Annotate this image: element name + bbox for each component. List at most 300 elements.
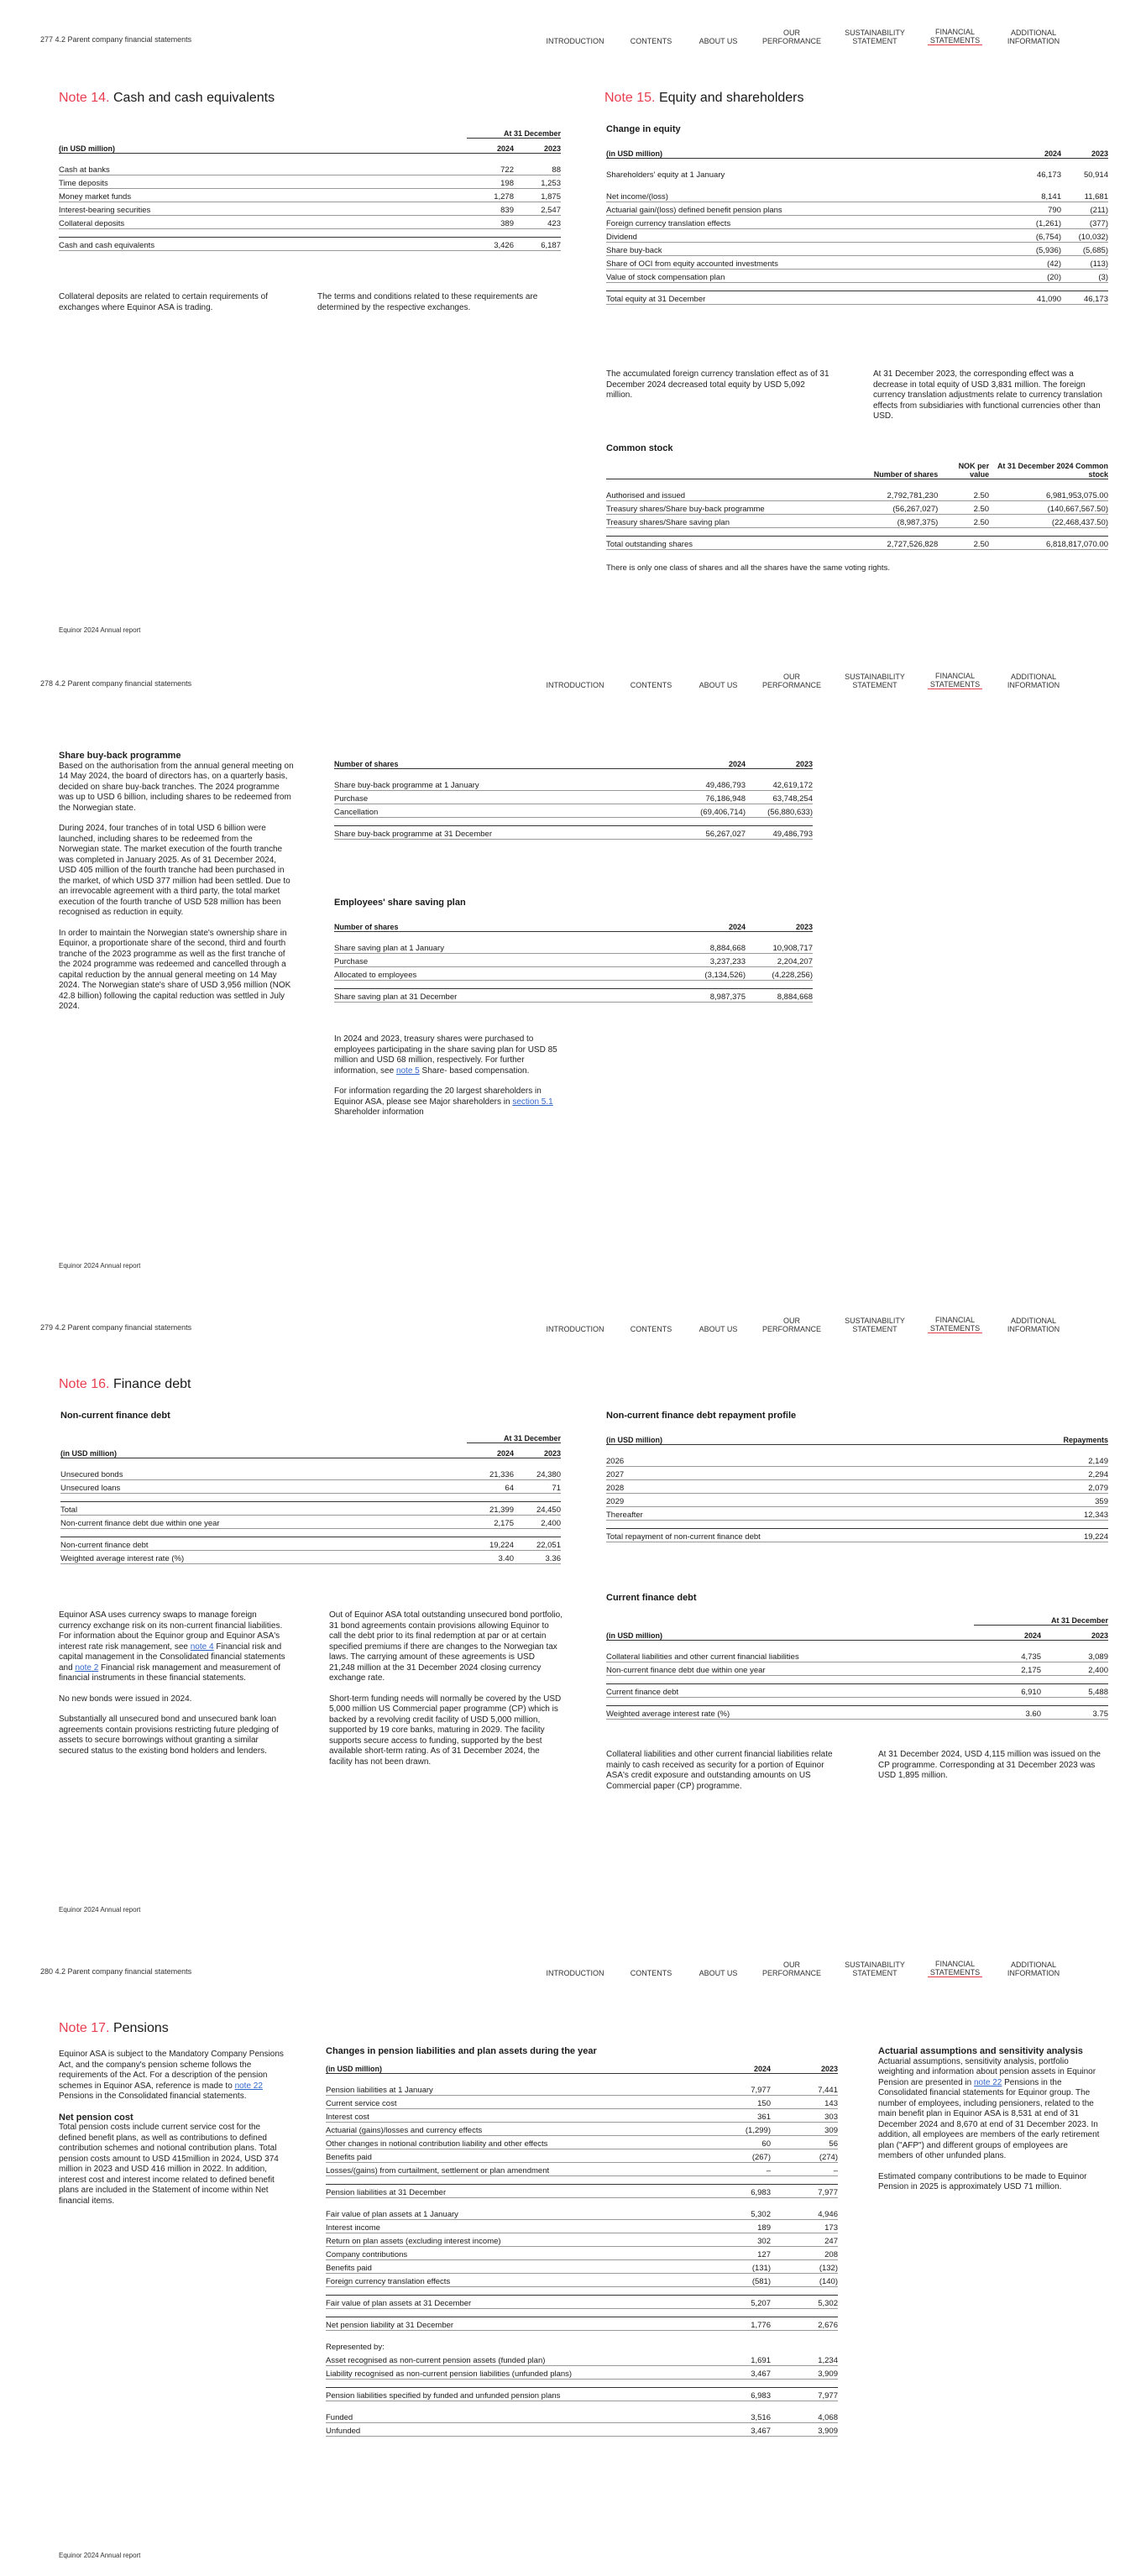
table-row [334,940,813,953]
page-header [0,644,1146,696]
nav-additional-information[interactable]: ADDITIONAL INFORMATION [1007,673,1060,689]
row-value: (5,936) [1014,242,1061,255]
row-label: Represented by: [326,2343,385,2352]
row-value: 76,186,948 [678,790,746,804]
row-value: – [771,2162,838,2175]
page-280 [0,1932,1146,2576]
table-row [606,269,1108,282]
footer: Equinor 2024 Annual report [59,2552,141,2559]
row-value: 2.50 [938,488,989,501]
row-value: 7,977 [771,2184,838,2197]
row-label: Thereafter [606,1506,1041,1520]
row-label: Share buy-back programme at 1 January [334,777,678,790]
row-value: 21,399 [467,1501,514,1515]
row-value: 2,149 [1041,1453,1108,1466]
row-value: 49,486,793 [678,777,746,790]
row-value: (20) [1014,269,1061,282]
row-value: (6,754) [1014,228,1061,242]
table-row [606,1506,1108,1520]
row-value: 189 [704,2219,771,2233]
row-value: 2,204,207 [746,953,813,966]
table-row [326,2162,838,2175]
table-row [326,2387,838,2401]
row-value: 2,294 [1041,1466,1108,1479]
row-value: 6,983 [704,2387,771,2401]
row-label: Net income/(loss) [606,188,1014,202]
row-value: 3.75 [1041,1705,1108,1719]
row-value: (211) [1061,202,1108,215]
nav-about-us[interactable]: ABOUT US [699,1325,738,1333]
row-value: 6,981,953,075.00 [989,488,1108,501]
non-current-debt-title: Non-current finance debt [60,1411,170,1421]
row-value: 2,792,781,230 [845,488,938,501]
row-value: 46,173 [1061,291,1108,304]
page-number: 278 4.2 Parent company financial statements [40,679,192,688]
table-row [606,166,1108,180]
row-value: 208 [771,2246,838,2259]
row-value: 3,089 [1041,1648,1108,1662]
row-label: Pension liabilities specified by funded and unfunded pension plans [326,2387,704,2401]
row-value: (56,880,633) [746,804,813,817]
row-value: 309 [771,2122,838,2135]
nav-introduction[interactable]: INTRODUCTION [546,681,604,689]
equity-table: Change in equity (in USD million) 2024 2023 Shareholders' equity at 1 January 46,173 50,914 Net income/(loss) 8,141 11,681 Actuarial gain/(loss) defined benefit pension plans 790 (211) Foreign currency translation effects (1,261) (377) Dividend (6,754) (10,032) Share buy-back (5,936) (5,685) Share of OCI from equity accounted investments (42) (113) Value of stock compensation plan (20) (3) Total equity at 31 December 41,090 46,173 [606,124,1108,304]
nav-sustainability-statement[interactable]: SUSTAINABILITY STATEMENT [845,1961,905,1977]
row-value: 4,735 [974,1648,1041,1662]
table-row [326,2219,838,2233]
footer: Equinor 2024 Annual report [59,626,141,634]
table-row [326,2081,838,2095]
row-label: Return on plan assets (excluding interest income) [326,2233,704,2246]
table-row [326,2135,838,2149]
table-row [326,2317,838,2330]
row-value: 46,173 [1036,170,1061,180]
row-label: Total repayment of non-current finance debt [606,1528,1041,1542]
row-value: (22,468,437.50) [989,515,1108,528]
pensions-text-left: Equinor ASA is subject to the Mandatory Company Pensions Act, and the company's pension scheme follows the requirements of the Act. For a description of the pension schemes in Equinor ASA, reference is made to note 22 Pensions in the Consolidated financial statements. Net pension cost Total pension costs include current service cost for the defined benefit plans, as well as contributions to defined contribution schemes and notional contribution plans. Total pension costs amount to USD 415million in 2024, USD 374 million in 2023 and USD 416 million in 2022. In addition, interest cost and interest income related to defined benefit plans are included in the Statement of income within Net financial items. [59,2050,284,2206]
top-nav [546,1312,1117,1337]
table-row [606,1479,1108,1493]
row-label: 2028 [606,1479,1041,1493]
table-row [326,2352,838,2365]
note-17-heading: Note 17. Pensions [59,2021,169,2035]
row-label: Other changes in notional contribution liability and other effects [326,2135,704,2149]
nav-introduction[interactable]: INTRODUCTION [546,37,604,45]
row-label: Purchase [334,790,678,804]
share-buyback-table: Number of shares 2024 2023 Share buy-back programme at 1 January 49,486,793 42,619,172 Purchase 76,186,948 63,748,254 Cancellation (69,406,714) (56,880,633) Share buy-back programme at 31 December 56,267,027 49,486,793 [334,753,813,840]
table-row [59,161,561,175]
table-row [326,2365,838,2379]
table-row [326,2206,838,2219]
row-value: 173 [771,2219,838,2233]
row-label: Weighted average interest rate (%) [60,1550,467,1563]
share-buyback-title: Share buy-back programme [59,751,181,761]
row-value: 12,343 [1041,1506,1108,1520]
table-row [326,2273,838,2286]
table-row [326,2295,838,2308]
row-value: (5,685) [1061,242,1108,255]
note-5-link[interactable]: note 5 [395,1065,420,1076]
row-label: Benefits paid [326,2149,704,2162]
table-row [606,1648,1108,1662]
table-row [59,202,561,215]
page-header [0,1288,1146,1340]
row-value: (267) [704,2149,771,2162]
row-value: 5,488 [1041,1683,1108,1697]
row-value: 60 [704,2135,771,2149]
row-value: 5,207 [704,2295,771,2308]
nav-sustainability-statement[interactable]: SUSTAINABILITY STATEMENT [845,29,905,45]
row-value: 2.50 [938,501,989,515]
row-label: Share saving plan at 1 January [334,940,678,953]
table-row [334,988,813,1002]
row-label: Allocated to employees [334,966,678,980]
row-label: Weighted average interest rate (%) [606,1705,974,1719]
row-value: 6,910 [974,1683,1041,1697]
row-label: Interest income [326,2219,704,2233]
finance-debt-text-left: Equinor ASA uses currency swaps to manage foreign currency exchange risk on its non-current financial liabilities. For information about the Equinor group and Equinor ASA's interest rate risk management, see note 4 Financial risk and capital management in the Consolidated financial statements and note 2 Financial risk management and measurement of financial instruments in these financial statements. No new bonds were issued in 2024. Substantially all unsecured bond and unsecured bank loan agreements contain provisions restricting future pledging of assets to secure borrowings without granting a similar secured status to the existing bond holders and lenders. [59,1610,285,1756]
row-value: 302 [704,2233,771,2246]
row-label: Purchase [334,953,678,966]
current-debt-title: Current finance debt [606,1593,697,1603]
row-label: Net pension liability at 31 December [326,2317,704,2330]
current-debt-text-2: At 31 December 2024, USD 4,115 million was issued on the CP programme. Corresponding at 31 December 2023 was USD 1,895 million. [878,1750,1101,1780]
table-row [606,242,1108,255]
row-value: – [704,2162,771,2175]
row-label: 2029 [606,1493,1041,1506]
row-label: Benefits paid [326,2259,704,2273]
row-value: 88 [514,161,561,175]
row-label: Company contributions [326,2246,704,2259]
page-number: 280 4.2 Parent company financial statements [40,1967,192,1976]
row-value: 2,400 [1041,1662,1108,1675]
row-value: 3,467 [704,2422,771,2436]
table-row [59,188,561,202]
nav-financial-statements[interactable]: FINANCIAL STATEMENTS [928,28,982,45]
row-label: Total outstanding shares [606,537,845,550]
row-label: Current finance debt [606,1683,974,1697]
row-value: 3.60 [974,1705,1041,1719]
row-value: (131) [704,2259,771,2273]
nav-additional-information[interactable]: ADDITIONAL INFORMATION [1007,1317,1060,1333]
page-number: 279 4.2 Parent company financial statements [40,1323,192,1332]
nav-financial-statements[interactable]: FINANCIAL STATEMENTS [928,1316,982,1333]
table-row [606,515,1108,528]
row-label: Current service cost [326,2095,704,2108]
nav-additional-information[interactable]: ADDITIONAL INFORMATION [1007,29,1060,45]
row-value: 790 [1014,202,1061,215]
share-saving-table: Employees' share saving plan Number of shares 2024 2023 Share saving plan at 1 January 8,884,668 10,908,717 Purchase 3,237,233 2,204,207 Allocated to employees (3,134,526) (4,228,256) Share saving plan at 31 December 8,987,375 8,884,668 [334,898,813,1002]
nav-our-performance[interactable]: OUR PERFORMANCE [762,1961,822,1977]
nav-sustainability-statement[interactable]: SUSTAINABILITY STATEMENT [845,1317,905,1333]
note-22-link[interactable]: note 22 [973,2077,1002,2087]
row-label: Treasury shares/Share saving plan [606,515,845,528]
table-row [326,2122,838,2135]
page-277 [0,0,1146,644]
row-value: 50,914 [1083,170,1108,180]
repayment-profile-title: Non-current finance debt repayment profile [606,1411,797,1421]
row-value: 359 [1041,1493,1108,1506]
row-value: 11,681 [1061,188,1108,202]
row-label: Money market funds [59,188,467,202]
table-row [606,501,1108,515]
row-value: 3,909 [771,2422,838,2436]
row-value: 3,467 [704,2365,771,2379]
table-row [59,215,561,228]
table-row [60,1515,561,1528]
page-number: 277 4.2 Parent company financial statements [40,35,192,44]
row-value: 361 [704,2108,771,2122]
row-value: (132) [771,2259,838,2273]
common-stock-table: Common stock Number of shares NOK per value At 31 December 2024 Common stock Authorised and issued 2,792,781,230 2.50 6,981,953,075.00 Treasury shares/Share buy-back programme (56,267,027) 2.50 (140,667,567.50) Treasury shares/Share saving plan (8,987,375) 2.50 (22,468,437.50) Total outstanding shares 2,727,526,828 2.50 6,818,817,070.00 There is only one class of shares and all the shares have the same voting rights. [606,443,1108,573]
row-value: 2,400 [514,1515,561,1528]
row-value: 247 [771,2233,838,2246]
row-value: 2.50 [938,515,989,528]
row-label: Cash and cash equivalents [59,237,467,250]
note-15-text-1: The accumulated foreign currency translation effect as of 31 December 2024 decreased total equity by USD 5,092 million. [606,369,829,400]
row-value: (56,267,027) [845,501,938,515]
row-value: 2,175 [467,1515,514,1528]
table-row [606,255,1108,269]
row-value: 8,987,375 [678,988,746,1002]
row-label: Interest-bearing securities [59,202,467,215]
row-label: Unfunded [326,2422,704,2436]
nav-about-us[interactable]: ABOUT US [699,37,738,45]
nav-contents[interactable]: CONTENTS [630,681,672,689]
common-stock-note: There is only one class of shares and all the shares have the same voting rights. [606,563,890,573]
table-row [606,202,1108,215]
page-header [0,0,1146,52]
row-value: 198 [467,175,514,188]
table-row [334,804,813,817]
row-value: (140) [771,2273,838,2286]
row-value: 8,141 [1014,188,1061,202]
nav-about-us[interactable]: ABOUT US [699,1969,738,1977]
row-value: 150 [704,2095,771,2108]
row-value: 2,676 [771,2317,838,2330]
row-value: (581) [704,2273,771,2286]
row-value: 389 [467,215,514,228]
row-value: 2.50 [938,537,989,550]
row-label: Asset recognised as non-current pension assets (funded plan) [326,2352,704,2365]
table-row [326,2108,838,2122]
row-label: Value of stock compensation plan [606,269,1014,282]
table-row [326,2422,838,2436]
row-label: Share saving plan at 31 December [334,988,678,1002]
row-value: 3.36 [514,1550,561,1563]
row-value: 2,547 [514,202,561,215]
table-row [334,777,813,790]
note-14-heading: Note 14. Cash and cash equivalents [59,91,275,105]
note-15 [604,91,1108,106]
row-value: 71 [514,1479,561,1493]
row-value: 839 [467,202,514,215]
nav-contents[interactable]: CONTENTS [630,37,672,45]
note-4-link[interactable]: note 4 [190,1641,214,1652]
row-value: 1,875 [514,188,561,202]
table-row [606,488,1108,501]
row-value: 8,884,668 [678,940,746,953]
change-in-equity-title: Change in equity [606,124,681,134]
row-value: (140,667,567.50) [989,501,1108,515]
row-label: Unsecured loans [60,1479,467,1493]
table-row [59,175,561,188]
nav-contents[interactable]: CONTENTS [630,1969,672,1977]
row-label: Cancellation [334,804,678,817]
row-label: Shareholders' equity at 1 January [606,170,725,180]
row-value: 5,302 [771,2295,838,2308]
row-label: Total equity at 31 December [606,291,1014,304]
row-value: (42) [1014,255,1061,269]
row-value: 1,278 [467,188,514,202]
row-value: (377) [1061,215,1108,228]
top-nav [546,24,1117,49]
row-label: Fair value of plan assets at 1 January [326,2206,704,2219]
section-5-1-link[interactable]: section 5.1 [512,1097,553,1107]
nav-contents[interactable]: CONTENTS [630,1325,672,1333]
row-label: 2026 [606,1453,1041,1466]
table-row [606,291,1108,304]
table-row [606,1683,1108,1697]
row-label: Collateral liabilities and other current financial liabilities [606,1648,974,1662]
table-row [334,966,813,980]
table-row [326,2409,838,2422]
table-row [606,1528,1108,1542]
current-debt-text-1: Collateral liabilities and other current financial liabilities relate mainly to cash received as security for a portion of Equinor ASA's credit exposure and outstanding amounts on US Commercial paper (CP) programme. [606,1750,833,1791]
row-value: 49,486,793 [746,825,813,839]
row-label: Share buy-back programme at 31 December [334,825,678,839]
row-label: Losses/(gains) from curtailment, settlement or plan amendment [326,2162,704,2175]
actuarial-title: Actuarial assumptions and sensitivity analysis [878,2046,1083,2056]
table-row [334,953,813,966]
row-label: Actuarial gain/(loss) defined benefit pension plans [606,202,1014,215]
pension-changes-table: Changes in pension liabilities and plan assets during the year (in USD million) 2024 2023 Pension liabilities at 1 January 7,977 7,441 Current service cost 150 143 Interest cost 361 303 Actuarial (gains)/losses and currency effects (1,299) 309 Other changes in notional contribution liability and other effects 60 56 Benefits paid (267) (274) Losses/(gains) from curtailment, settlement or plan amendment – – Pension liabilities at 31 December 6,983 7,977 Fair value of plan assets at 1 January 5,302 4,946 Interest income 189 173 Return on plan assets (excluding interest income) 302 247 Company contributions 127 208 Benefits paid (131) (132) Foreign currency translation effects (581) (140) Fair value of plan assets at 31 December 5,207 5,302 Net pension liability at 31 December 1,776 2,676 Represented by: Asset recognised as non-current pension assets (funded plan) 1,691 1,234 Liability recognised as non-current pension liabilities (unfunded plans) 3,467 3,909 Pension liabilities specified by funded and unfunded pension plans 6,983 7,977 Funded 3,516 4,068 Unfunded 3,467 3,909 [326,2046,838,2436]
row-label: Treasury shares/Share buy-back programme [606,501,845,515]
row-label: Liability recognised as non-current pension liabilities (unfunded plans) [326,2365,704,2379]
row-value: 1,234 [771,2352,838,2365]
row-value: 303 [771,2108,838,2122]
table-row [59,237,561,250]
nav-additional-information[interactable]: ADDITIONAL INFORMATION [1007,1961,1060,1977]
table-row [606,1466,1108,1479]
row-value: 6,187 [514,237,561,250]
table-row [606,215,1108,228]
note-15-heading: Note 15. Equity and shareholders [604,91,804,105]
repayment-profile-table: Non-current finance debt repayment profile (in USD million) Repayments 2026 2,149 2027 2,294 2028 2,079 2029 359 Thereafter 12,343 Total repayment of non-current finance debt 19,224 [606,1411,1108,1542]
note-22-link[interactable]: note 22 [234,2081,263,2091]
current-debt-table: Current finance debt At 31 December (in USD million) 2024 2023 Collateral liabilities and other current financial liabilities 4,735 3,089 Non-current finance debt due within one year 2,175 2,400 Current finance debt 6,910 5,488 Weighted average interest rate (%) 3.60 3.75 [606,1593,1108,1719]
row-label: Foreign currency translation effects [606,215,1014,228]
nav-our-performance[interactable]: OUR PERFORMANCE [762,1317,822,1333]
row-value: 4,946 [771,2206,838,2219]
row-value: 4,068 [771,2409,838,2422]
table-row [326,2246,838,2259]
note-16 [59,1377,563,1392]
row-value: 7,977 [771,2387,838,2401]
common-stock-title: Common stock [606,443,673,453]
row-label: 2027 [606,1466,1041,1479]
row-value: 41,090 [1014,291,1061,304]
row-value: (1,261) [1014,215,1061,228]
row-value: (69,406,714) [678,804,746,817]
table-row [326,2184,838,2197]
row-value: 24,450 [514,1501,561,1515]
row-value: 1,776 [704,2317,771,2330]
row-value: 3.40 [467,1550,514,1563]
page-278 [0,644,1146,1288]
nav-introduction[interactable]: INTRODUCTION [546,1969,604,1977]
share-saving-title: Employees' share saving plan [334,898,466,908]
page-279 [0,1288,1146,1932]
row-value: (10,032) [1061,228,1108,242]
nav-financial-statements[interactable]: FINANCIAL STATEMENTS [928,1960,982,1977]
row-value: 143 [771,2095,838,2108]
note-2-link[interactable]: note 2 [75,1662,99,1673]
nav-sustainability-statement[interactable]: SUSTAINABILITY STATEMENT [845,673,905,689]
row-value: 24,380 [514,1466,561,1479]
nav-our-performance[interactable]: OUR PERFORMANCE [762,673,822,689]
row-value: 2,175 [974,1662,1041,1675]
row-value: 21,336 [467,1466,514,1479]
table-row [326,2149,838,2162]
row-label: Pension liabilities at 31 December [326,2184,704,2197]
row-label: Collateral deposits [59,215,467,228]
row-label: Total [60,1501,467,1515]
share-buyback-text: Share buy-back programme Based on the authorisation from the annual general meeting on 14 May 2024, the board of directors has, on a quarterly basis, decided on share buy-back tranches. The 2024 programme was up to USD 6 billion, including shares to be redeemed from the Norwegian state. During 2024, four tranches of in total USD 6 billion were launched, including shares to be redeemed from the Norwegian state. The market execution of the fourth tranche was completed in January 2025. As of 31 December 2024, USD 405 million of the fourth tranche had been purchased in the market, of which USD 377 million had been settled. Due to an irrevocable agreement with a third party, the total market execution of the fourth tranche of USD 528 million has been recognised as reduction in equity. In order to maintain the Norwegian state's ownership share in Equinor, a proportionate share of the second, third and fourth tranche of the 2023 programme as well as the first tranche of the 2024 programme was redeemed and cancelled through a capital reduction by the annual general meeting on 14 May 2024. The Norwegian state's share of USD 3,956 million (NOK 42.8 billion) following the capital reduction was settled in July 2024. [59,751,294,1011]
nav-our-performance[interactable]: OUR PERFORMANCE [762,29,822,45]
row-value: 3,909 [771,2365,838,2379]
row-value: 127 [704,2246,771,2259]
row-value: (1,299) [704,2122,771,2135]
table-row [606,537,1108,550]
row-value: 6,818,817,070.00 [989,537,1108,550]
row-label: Interest cost [326,2108,704,2122]
cash-table: At 31 December (in USD million) 2024 2023 Cash at banks 722 88 Time deposits 198 1,253 Money market funds 1,278 1,875 Interest-bearing securities 839 2,547 Collateral deposits 389 423 Cash and cash equivalents 3,426 6,187 [59,124,561,251]
row-label: Non-current finance debt due within one year [60,1515,467,1528]
nav-financial-statements[interactable]: FINANCIAL STATEMENTS [928,672,982,689]
nav-about-us[interactable]: ABOUT US [699,681,738,689]
finance-debt-text-middle: Out of Equinor ASA total outstanding unsecured bond portfolio, 31 bond agreements contain provisions allowing Equinor to call the debt prior to its final redemption at par or at certain specified premiums if there are changes to the Norwegian tax laws. The carrying amount of these agreements is USD 21,248 million at the 31 December 2024 closing currency exchange rate. Short-term funding needs will normally be covered by the USD 5,000 million US Commercial paper programme (CP) which is backed by a revolving credit facility of USD 5,000 million, supported by 19 core banks, maturing in 2029. The facility supports secure access to funding, supported by the best available short-term rating. As of 31 December 2024, the facility has not been drawn. [329,1610,563,1767]
non-current-debt-table: Non-current finance debt At 31 December (in USD million) 2024 2023 Unsecured bonds 21,336 24,380 Unsecured loans 64 71 Total 21,399 24,450 Non-current finance debt due within one year 2,175 2,400 Non-current finance debt 19,224 22,051 Weighted average interest rate (%) 3.40 3.36 [60,1411,561,1563]
note-17 [59,2021,311,2036]
row-label: Cash at banks [59,161,467,175]
row-label: Dividend [606,228,1014,242]
footer: Equinor 2024 Annual report [59,1262,141,1270]
nav-introduction[interactable]: INTRODUCTION [546,1325,604,1333]
row-label: Time deposits [59,175,467,188]
row-value: 56 [771,2135,838,2149]
row-value: (113) [1061,255,1108,269]
top-nav [546,1956,1117,1981]
table-row [606,1453,1108,1466]
table-row [326,2095,838,2108]
share-saving-notes: In 2024 and 2023, treasury shares were purchased to employees participating in the share saving plan for USD 85 million and USD 68 million, respectively. For further information, see note 5 Share- based compensation. For information regarding the 20 largest shareholders in Equinor ASA, please see Major shareholders in section 5.1 Shareholder information [334,1034,557,1117]
actuarial-text: Actuarial assumptions and sensitivity analysis Actuarial assumptions, sensitivity analysis, portfolio weighting and information about pension assets in Equinor Pension are presented in note 22 Pensions in the Consolidated financial statements for Equinor group. The number of employees, including pensioners, related to the main benefit plan in Equinor ASA is 8,531 at end of 31 December 2024 and 8,670 at end of 31 December 2023. In addition, all employees are members of the early retirement plan ("AFP") and different groups of employees are members of other unfunded plans. Estimated company contributions to be made to Equinor Pension in 2025 is approximately USD 71 million. [878,2046,1105,2203]
row-label: Foreign currency translation effects [326,2273,704,2286]
row-value: (3) [1061,269,1108,282]
note-14-text-2: The terms and conditions related to these requirements are determined by the respective exchanges. [317,292,538,312]
row-value: 7,441 [771,2081,838,2095]
row-label: Pension liabilities at 1 January [326,2081,704,2095]
row-label: Non-current finance debt [60,1537,467,1550]
page-header [0,1932,1146,1984]
table-row [334,825,813,839]
row-label: Fair value of plan assets at 31 December [326,2295,704,2308]
row-label: Authorised and issued [606,488,845,501]
row-value: 42,619,172 [746,777,813,790]
row-value: 3,516 [704,2409,771,2422]
row-value: 722 [467,161,514,175]
